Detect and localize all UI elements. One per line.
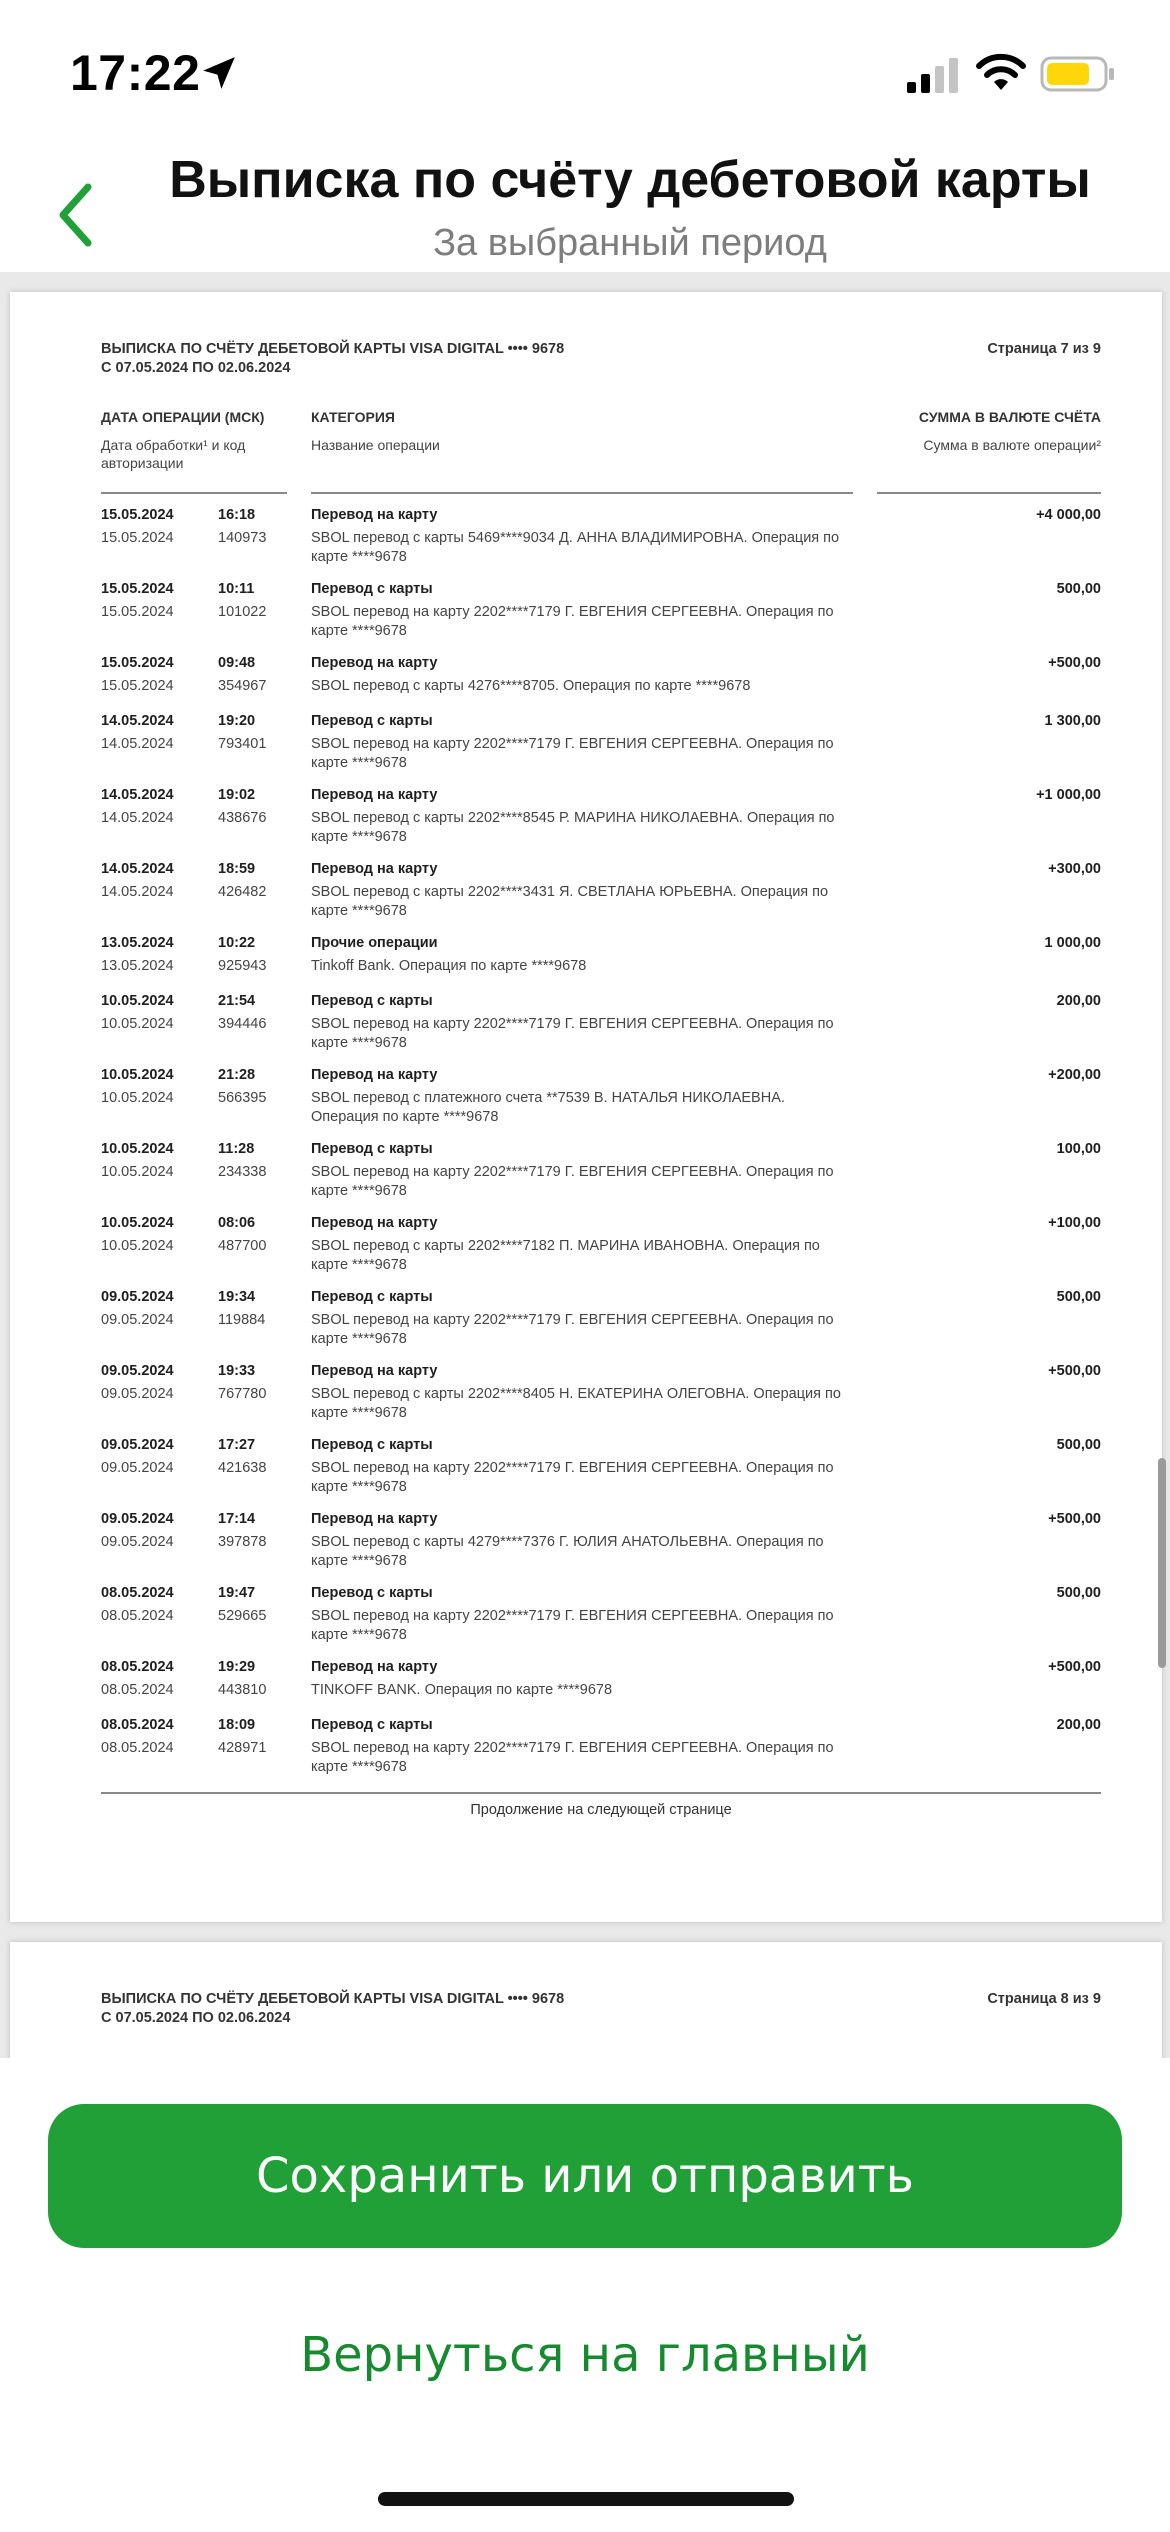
transaction-amount: +500,00	[1048, 655, 1101, 671]
transaction-amount: 500,00	[1056, 1437, 1101, 1453]
transaction-category: Перевод с карты	[311, 713, 433, 729]
transaction-row	[101, 1510, 1101, 1584]
transaction-date: 14.05.2024	[101, 713, 174, 729]
category-column-subheader: Название операции	[311, 437, 440, 453]
transaction-amount: +200,00	[1048, 1067, 1101, 1083]
transaction-date: 10.05.2024	[101, 1067, 174, 1083]
transaction-time: 16:18	[218, 507, 256, 523]
footer-divider	[101, 1792, 1101, 1794]
processing-date: 10.05.2024	[101, 1238, 174, 1254]
transaction-row	[101, 506, 1101, 580]
transaction-amount: 1 300,00	[1044, 713, 1101, 729]
page-title: Выписка по счёту дебетовой карты	[169, 151, 1091, 209]
transaction-row	[101, 992, 1101, 1066]
authorization-code: 566395	[218, 1090, 267, 1106]
authorization-code: 428971	[218, 1740, 267, 1756]
transaction-amount: 500,00	[1056, 1585, 1101, 1601]
transaction-description: TINKOFF BANK. Операция по карте ****9678	[311, 1682, 613, 1698]
transaction-amount: 200,00	[1056, 1717, 1101, 1733]
authorization-code: 767780	[218, 1386, 267, 1402]
transaction-date: 14.05.2024	[101, 861, 174, 877]
transaction-amount: 500,00	[1056, 581, 1101, 597]
transaction-category: Перевод с карты	[311, 993, 433, 1009]
date-column-header: ДАТА ОПЕРАЦИИ (МСК)	[101, 409, 265, 425]
transaction-description: SBOL перевод с карты 2202****8545 Р. МАРИНА НИКОЛАЕВНА. Операция по карте ****9678	[311, 810, 835, 845]
processing-date: 08.05.2024	[101, 1682, 174, 1698]
date-column-subheader: Дата обработки¹ и код авторизации	[101, 437, 246, 471]
transaction-description: SBOL перевод на карту 2202****7179 Г. ЕВГЕНИЯ СЕРГЕЕВНА. Операция по карте ****9678	[311, 1312, 834, 1347]
transaction-category: Перевод на карту	[311, 787, 438, 803]
transaction-row	[101, 580, 1101, 654]
transaction-category: Перевод на карту	[311, 1659, 438, 1675]
transaction-date: 09.05.2024	[101, 1437, 174, 1453]
transaction-description: SBOL перевод с карты 5469****9034 Д. АННА ВЛАДИМИРОВНА. Операция по карте ****9678	[311, 530, 840, 565]
transaction-amount: +1 000,00	[1036, 787, 1101, 803]
transaction-category: Перевод на карту	[311, 507, 438, 523]
transaction-time: 19:29	[218, 1659, 256, 1675]
processing-date: 08.05.2024	[101, 1740, 174, 1756]
transaction-list	[101, 506, 1101, 1790]
transaction-time: 19:02	[218, 787, 256, 803]
authorization-code: 793401	[218, 736, 267, 752]
transaction-row	[101, 1214, 1101, 1288]
back-chevron-icon	[55, 183, 95, 247]
authorization-code: 397878	[218, 1534, 267, 1550]
transaction-time: 19:33	[218, 1363, 256, 1379]
transaction-row	[101, 1066, 1101, 1140]
transaction-category: Перевод на карту	[311, 1067, 438, 1083]
transaction-row	[101, 654, 1101, 712]
transaction-description: SBOL перевод с карты 4276****8705. Операция по карте ****9678	[311, 678, 751, 694]
transaction-row	[101, 1716, 1101, 1790]
header-divider	[101, 492, 287, 494]
transaction-amount: 200,00	[1056, 993, 1101, 1009]
transaction-amount: 500,00	[1056, 1289, 1101, 1305]
transaction-time: 10:11	[218, 581, 255, 597]
authorization-code: 487700	[218, 1238, 267, 1254]
transaction-date: 13.05.2024	[101, 935, 174, 951]
transaction-date: 08.05.2024	[101, 1585, 174, 1601]
transaction-time: 19:47	[218, 1585, 256, 1601]
processing-date: 10.05.2024	[101, 1164, 174, 1180]
transaction-category: Перевод на карту	[311, 655, 438, 671]
statement-page	[10, 292, 1162, 1922]
transaction-time: 09:48	[218, 655, 256, 671]
transaction-amount: 100,00	[1056, 1141, 1101, 1157]
transaction-description: Tinkoff Bank. Операция по карте ****9678	[311, 958, 587, 974]
authorization-code: 354967	[218, 678, 267, 694]
transaction-description: SBOL перевод на карту 2202****7179 Г. ЕВГЕНИЯ СЕРГЕЕВНА. Операция по карте ****9678	[311, 1164, 834, 1199]
status-bar	[0, 0, 1170, 150]
transaction-category: Перевод с карты	[311, 1585, 433, 1601]
back-button[interactable]	[40, 170, 110, 260]
scrollbar-thumb[interactable]	[1158, 1458, 1166, 1668]
authorization-code: 925943	[218, 958, 267, 974]
transaction-row	[101, 1658, 1101, 1716]
transaction-category: Перевод на карту	[311, 1215, 438, 1231]
transaction-date: 09.05.2024	[101, 1289, 174, 1305]
transaction-description: SBOL перевод на карту 2202****7179 Г. ЕВГЕНИЯ СЕРГЕЕВНА. Операция по карте ****9678	[311, 1016, 834, 1051]
processing-date: 15.05.2024	[101, 678, 174, 694]
continued-note: Продолжение на следующей странице	[470, 1801, 732, 1818]
page-subtitle: За выбранный период	[433, 222, 827, 264]
transaction-description: SBOL перевод на карту 2202****7179 Г. ЕВГЕНИЯ СЕРГЕЕВНА. Операция по карте ****9678	[311, 1608, 834, 1643]
transaction-row	[101, 1362, 1101, 1436]
statement-period: С 07.05.2024 ПО 02.06.2024	[101, 360, 291, 376]
home-indicator	[378, 2492, 794, 2506]
transaction-time: 18:09	[218, 1717, 256, 1733]
transaction-amount: +500,00	[1048, 1511, 1101, 1527]
authorization-code: 426482	[218, 884, 267, 900]
app-header	[0, 140, 1170, 270]
transaction-time: 10:22	[218, 935, 256, 951]
page-number: Страница 8 из 9	[987, 1991, 1101, 2007]
processing-date: 14.05.2024	[101, 810, 174, 826]
authorization-code: 119884	[218, 1312, 266, 1328]
statement-header	[101, 1990, 1101, 2040]
transaction-description: SBOL перевод с платежного счета **7539 В. НАТАЛЬЯ НИКОЛАЕВНА. Операция по карте ****9678	[311, 1090, 785, 1125]
transaction-date: 10.05.2024	[101, 1141, 174, 1157]
statement-period: С 07.05.2024 ПО 02.06.2024	[101, 2010, 291, 2026]
transaction-row	[101, 1140, 1101, 1214]
transaction-time: 17:14	[218, 1511, 256, 1527]
battery-icon	[1040, 54, 1116, 94]
location-arrow-icon	[200, 54, 238, 92]
transaction-description: SBOL перевод с карты 4279****7376 Г. ЮЛИЯ АНАТОЛЬЕВНА. Операция по карте ****9678	[311, 1534, 824, 1569]
cellular-signal-icon	[905, 56, 965, 94]
transaction-description: SBOL перевод с карты 2202****8405 Н. ЕКАТЕРИНА ОЛЕГОВНА. Операция по карте ****9678	[311, 1386, 841, 1421]
transaction-date: 08.05.2024	[101, 1717, 174, 1733]
authorization-code: 394446	[218, 1016, 267, 1032]
amount-column-subheader: Сумма в валюте операции²	[923, 437, 1101, 453]
header-divider	[877, 492, 1101, 494]
transaction-date: 08.05.2024	[101, 1659, 174, 1675]
processing-date: 09.05.2024	[101, 1460, 174, 1476]
processing-date: 15.05.2024	[101, 604, 174, 620]
processing-date: 14.05.2024	[101, 884, 174, 900]
processing-date: 09.05.2024	[101, 1534, 174, 1550]
transaction-description: SBOL перевод с карты 2202****7182 П. МАРИНА ИВАНОВНА. Операция по карте ****9678	[311, 1238, 820, 1273]
back-to-main-button[interactable]: Вернуться на главный	[48, 2300, 1122, 2410]
transaction-row	[101, 1288, 1101, 1362]
authorization-code: 438676	[218, 810, 267, 826]
transaction-date: 14.05.2024	[101, 787, 174, 803]
header-divider	[311, 492, 853, 494]
transaction-row	[101, 786, 1101, 860]
transaction-date: 09.05.2024	[101, 1511, 174, 1527]
transaction-category: Перевод с карты	[311, 1717, 433, 1733]
authorization-code: 234338	[218, 1164, 267, 1180]
transaction-description: SBOL перевод на карту 2202****7179 Г. ЕВГЕНИЯ СЕРГЕЕВНА. Операция по карте ****9678	[311, 1740, 834, 1775]
transaction-row	[101, 712, 1101, 786]
transaction-category: Перевод с карты	[311, 581, 433, 597]
transaction-row	[101, 1584, 1101, 1658]
processing-date: 10.05.2024	[101, 1016, 174, 1032]
statement-header	[101, 340, 1101, 390]
transaction-time: 19:20	[218, 713, 256, 729]
transaction-amount: +100,00	[1048, 1215, 1101, 1231]
statement-title: ВЫПИСКА ПО СЧЁТУ ДЕБЕТОВОЙ КАРТЫ VISA DIGITAL •••• 9678	[101, 341, 565, 357]
transaction-description: SBOL перевод с карты 2202****3431 Я. СВЕТЛАНА ЮРЬЕВНА. Операция по карте ****9678	[311, 884, 829, 919]
transaction-category: Перевод с карты	[311, 1141, 433, 1157]
transaction-date: 15.05.2024	[101, 581, 174, 597]
transaction-category: Прочие операции	[311, 935, 438, 951]
wifi-icon	[975, 52, 1027, 92]
processing-date: 15.05.2024	[101, 530, 174, 546]
statement-title: ВЫПИСКА ПО СЧЁТУ ДЕБЕТОВОЙ КАРТЫ VISA DIGITAL •••• 9678	[101, 1991, 565, 2007]
transaction-category: Перевод на карту	[311, 1511, 438, 1527]
transaction-amount: +4 000,00	[1036, 507, 1101, 523]
transaction-time: 17:27	[218, 1437, 256, 1453]
transaction-time: 18:59	[218, 861, 256, 877]
category-column-header: КАТЕГОРИЯ	[311, 409, 395, 425]
processing-date: 10.05.2024	[101, 1090, 174, 1106]
column-headers	[101, 408, 1101, 492]
save-or-send-button[interactable]: Сохранить или отправить	[48, 2104, 1122, 2248]
transaction-category: Перевод на карту	[311, 861, 438, 877]
transaction-description: SBOL перевод на карту 2202****7179 Г. ЕВГЕНИЯ СЕРГЕЕВНА. Операция по карте ****9678	[311, 1460, 834, 1495]
processing-date: 13.05.2024	[101, 958, 174, 974]
authorization-code: 140973	[218, 530, 267, 546]
authorization-code: 443810	[218, 1682, 267, 1698]
status-time: 17:22	[70, 45, 201, 101]
authorization-code: 421638	[218, 1460, 267, 1476]
transaction-time: 19:34	[218, 1289, 256, 1305]
transaction-date: 15.05.2024	[101, 655, 174, 671]
transaction-date: 10.05.2024	[101, 1215, 174, 1231]
transaction-category: Перевод на карту	[311, 1363, 438, 1379]
transaction-time: 11:28	[218, 1141, 255, 1157]
processing-date: 08.05.2024	[101, 1608, 174, 1624]
transaction-date: 10.05.2024	[101, 993, 174, 1009]
transaction-amount: +500,00	[1048, 1363, 1101, 1379]
transaction-date: 09.05.2024	[101, 1363, 174, 1379]
amount-column-header: СУММА В ВАЛЮТЕ СЧЁТА	[918, 409, 1101, 425]
transaction-time: 21:28	[218, 1067, 256, 1083]
transaction-amount: 1 000,00	[1044, 935, 1101, 951]
authorization-code: 529665	[218, 1608, 267, 1624]
authorization-code: 101022	[218, 604, 267, 620]
transaction-time: 21:54	[218, 993, 256, 1009]
processing-date: 14.05.2024	[101, 736, 174, 752]
processing-date: 09.05.2024	[101, 1386, 174, 1402]
transaction-category: Перевод с карты	[311, 1437, 433, 1453]
document-viewer[interactable]	[0, 272, 1170, 2058]
processing-date: 09.05.2024	[101, 1312, 174, 1328]
page-number: Страница 7 из 9	[987, 341, 1101, 357]
transaction-row	[101, 1436, 1101, 1510]
transaction-category: Перевод с карты	[311, 1289, 433, 1305]
transaction-description: SBOL перевод на карту 2202****7179 Г. ЕВГЕНИЯ СЕРГЕЕВНА. Операция по карте ****9678	[311, 736, 834, 771]
transaction-amount: +500,00	[1048, 1659, 1101, 1675]
transaction-date: 15.05.2024	[101, 507, 174, 523]
transaction-description: SBOL перевод на карту 2202****7179 Г. ЕВГЕНИЯ СЕРГЕЕВНА. Операция по карте ****9678	[311, 604, 834, 639]
transaction-row	[101, 934, 1101, 992]
transaction-row	[101, 860, 1101, 934]
transaction-amount: +300,00	[1048, 861, 1101, 877]
statement-page	[10, 1942, 1162, 2058]
transaction-time: 08:06	[218, 1215, 256, 1231]
